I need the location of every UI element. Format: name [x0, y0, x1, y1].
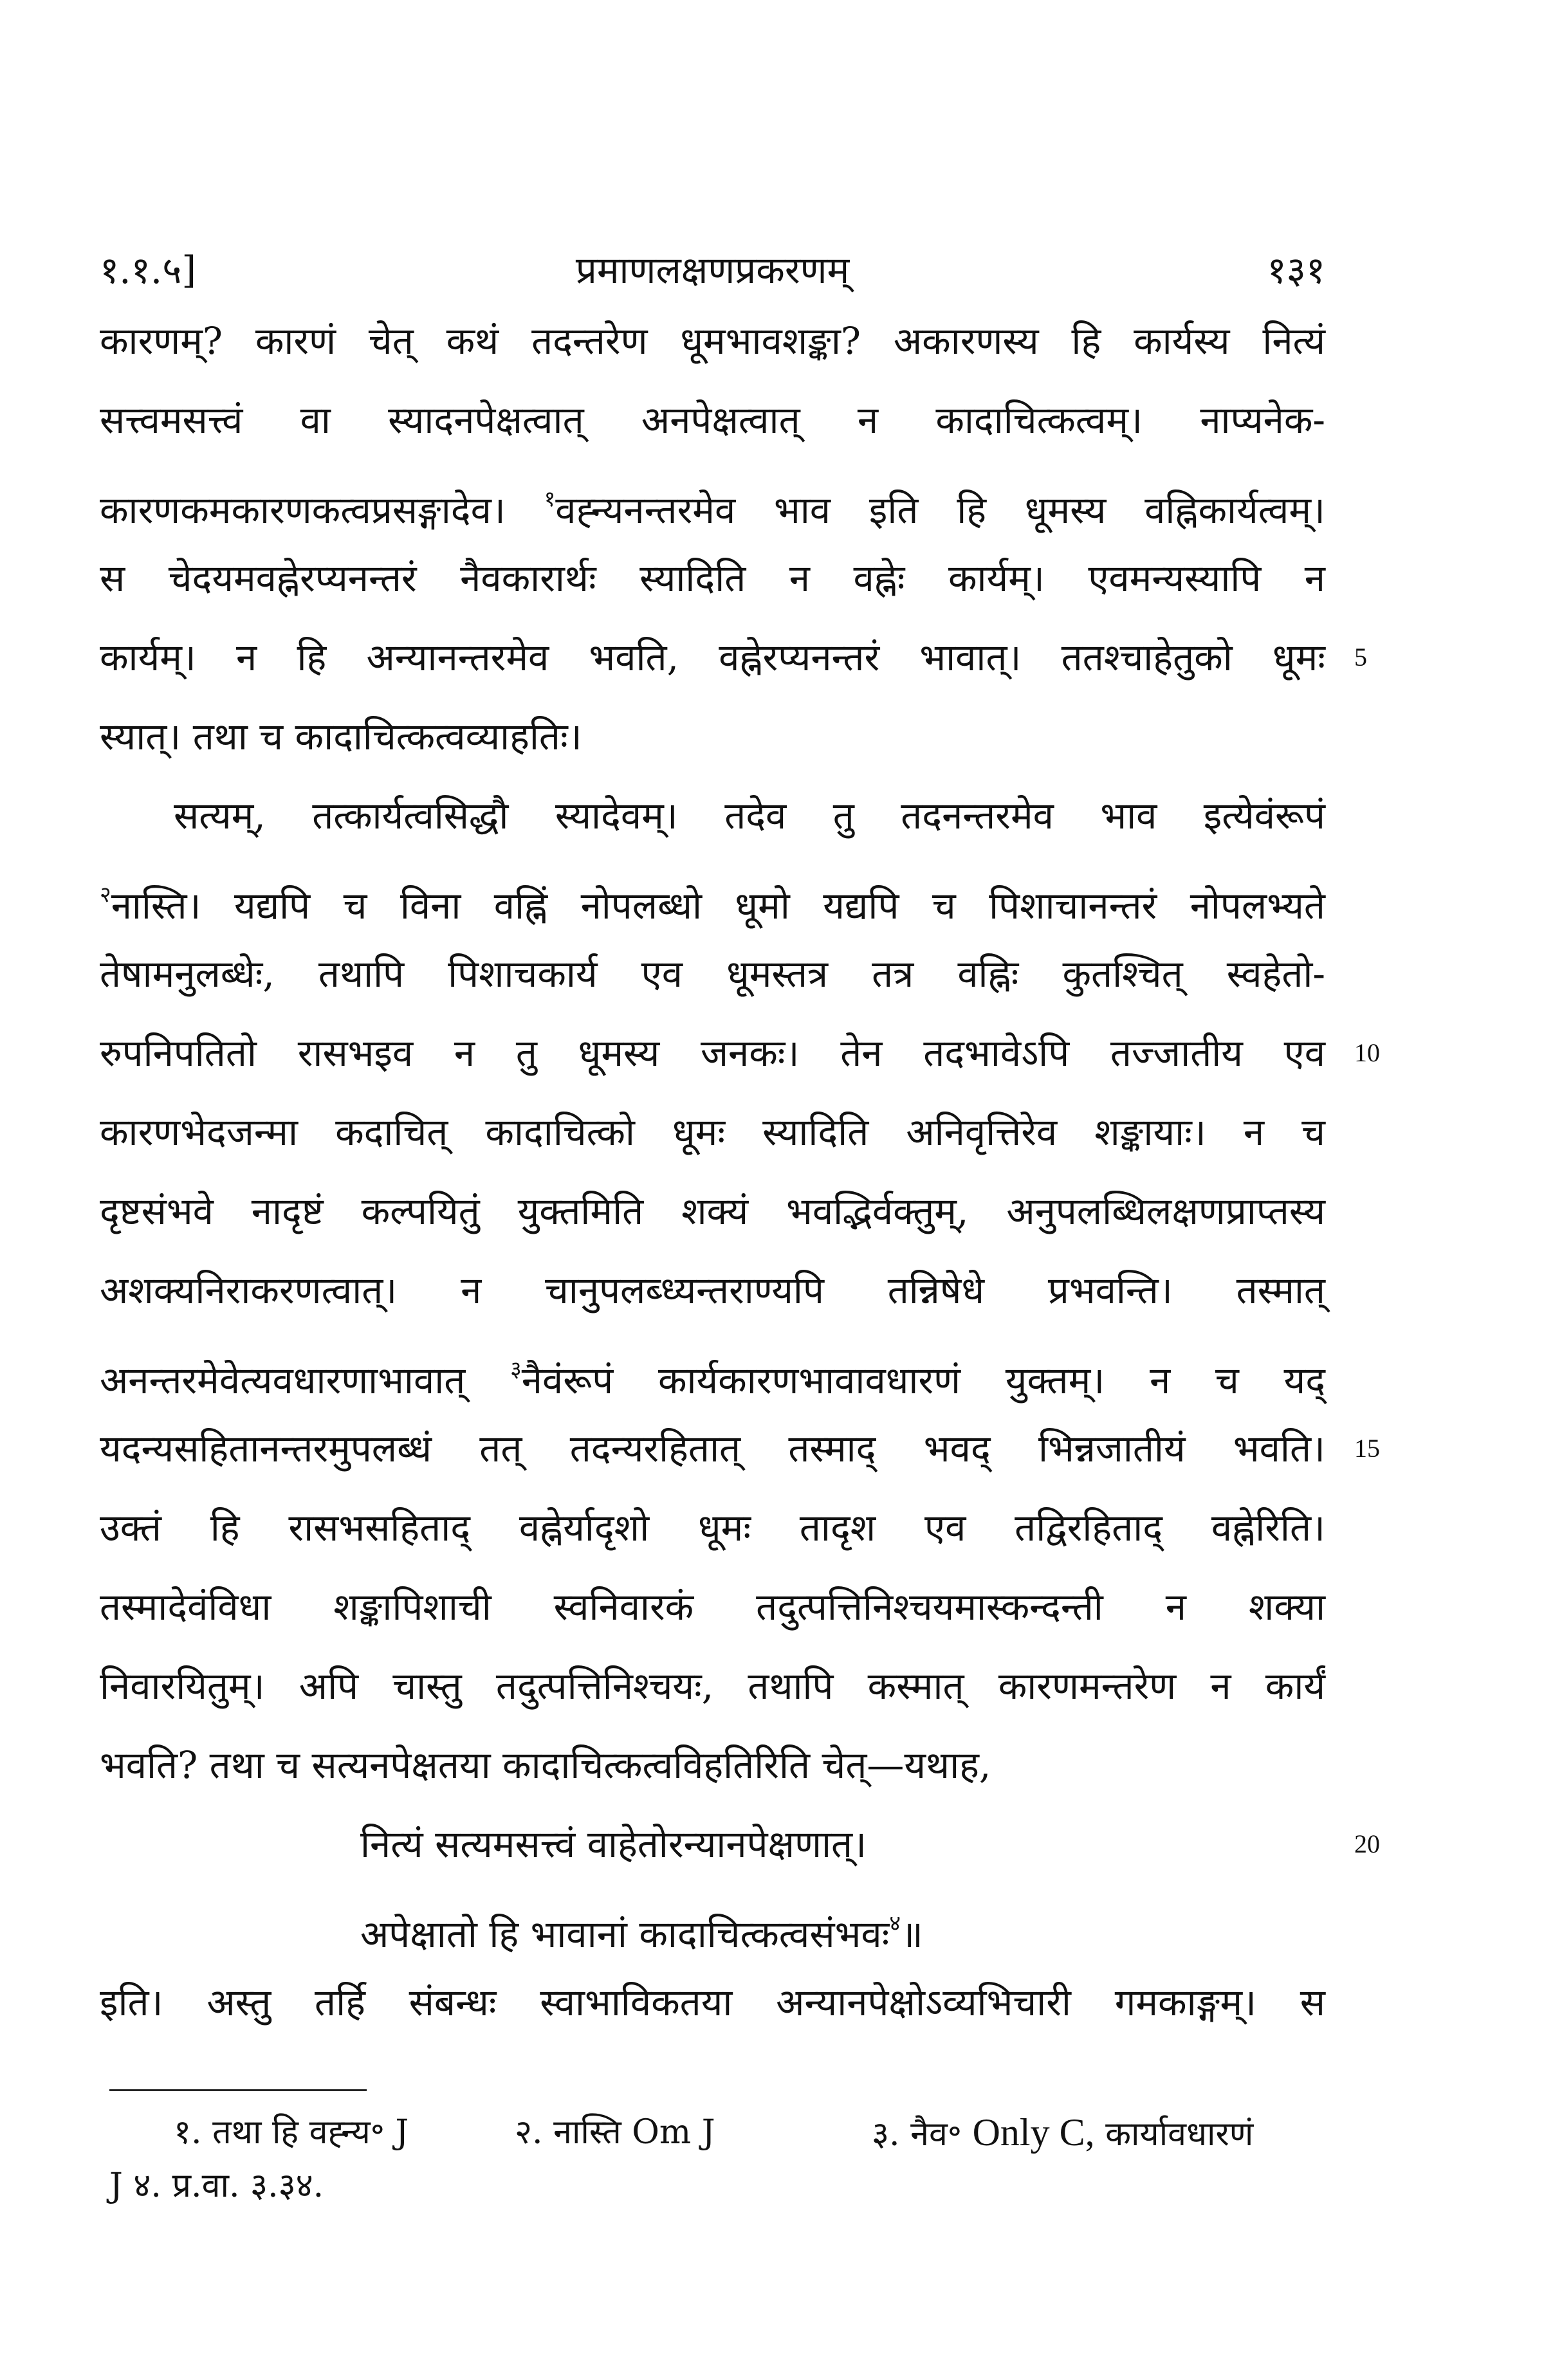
footnote-marker: ३	[510, 1357, 522, 1382]
line-number: 10	[1354, 1038, 1380, 1067]
footnote-marker: २	[100, 882, 111, 908]
text-line: कारणभेदजन्मा कदाचित् कादाचित्को धूमः स्यादिति अनिवृत्तिरेव शङ्कायाः। न च	[100, 1110, 1325, 1154]
text-line: कारणम्? कारणं चेत् कथं तदन्तरेण धूमभावशङ्का? अकारणस्य हि कार्यस्य नित्यं	[100, 319, 1325, 363]
section-number: १.१.५]	[100, 248, 196, 292]
text-line: अशक्यनिराकरणत्वात्। न चानुपलब्ध्यन्तराण्यपि तन्निषेधे प्रभवन्ति। तस्मात्	[100, 1268, 1325, 1312]
text-line: कार्यम्। न हि अन्यानन्तरमेव भवति, वह्नेरप्यनन्तरं भावात्। ततश्चाहेतुको धूमः	[100, 636, 1325, 679]
text-line: दृष्टसंभवे नादृष्टं कल्पयितुं युक्तमिति शक्यं भवद्भिर्वक्तुम्, अनुपलब्धिलक्षणप्राप्तस्य	[100, 1189, 1325, 1233]
verse-line: अपेक्षातो हि भावानां कादाचित्कत्वसंभवः$^४$॥	[360, 1910, 923, 1956]
chapter-title: प्रमाणलक्षणप्रकरणम्	[575, 248, 850, 292]
text-line: इति। अस्तु तर्हि संबन्धः स्वाभाविकतया अन्यानपेक्षोऽव्यभिचारी गमकाङ्गम्। स	[100, 1981, 1325, 2024]
text-line: रुपनिपतितो रासभइव न तु धूमस्य जनकः। तेन तदभावेऽपि तज्जातीय एव	[100, 1031, 1325, 1075]
text-line: सत्यम्, तत्कार्यत्वसिद्धौ स्यादेवम्। तदेव तु तदनन्तरमेव भाव इत्येवंरूपं	[174, 794, 1325, 838]
footnote-4: J ४. प्र.वा. ३.३४.	[109, 2166, 324, 2205]
footnote-1: १. तथा हि वह्न्य॰ J	[174, 2113, 409, 2152]
page-number: १३१	[1267, 248, 1325, 292]
footnote-marker: १	[544, 486, 556, 512]
text-line: कारणकमकारणकत्वप्रसङ्गादेव। $^१$वह्न्यनन्तरमेव भाव इति हि धूमस्य वह्निकार्यत्वम्।	[100, 486, 1325, 532]
text-line: स्यात्। तथा च कादाचित्कत्वव्याहतिः।	[100, 715, 582, 758]
text-line: भवति? तथा च सत्यनपेक्षतया कादाचित्कत्वविहतिरिति चेत्—यथाह,	[100, 1743, 991, 1787]
text-line: तेषामनुलब्धेः, तथापि पिशाचकार्य एव धूमस्तत्र तत्र वह्निः कुतश्चित् स्वहेतो-	[100, 952, 1325, 996]
text-line: यदन्यसहितानन्तरमुपलब्धं तत् तदन्यरहितात् तस्माद् भवद् भिन्नजातीयं भवति।	[100, 1427, 1325, 1470]
running-header	[100, 241, 1325, 299]
text-line: सत्त्वमसत्त्वं वा स्यादनपेक्षत्वात् अनपेक्षत्वात् न कादाचित्कत्वम्। नाप्यनेक-	[100, 398, 1325, 442]
text-line: उक्तं हि रासभसहिताद् वह्नेर्यादृशो धूमः तादृश एव तद्विरहिताद् वह्नेरिति।	[100, 1506, 1325, 1550]
text-line: अनन्तरमेवेत्यवधारणाभावात् $^३$नैवंरूपं कार्यकारणभावावधारणं युक्तम्। न च यद्	[100, 1357, 1325, 1402]
footnote-3: ३. नैव॰ Only C, कार्यावधारणं	[872, 2111, 1254, 2154]
footnote-marker: ४	[889, 1910, 901, 1936]
footnote-2: २. नास्ति Om J	[515, 2113, 715, 2152]
verse-line: नित्यं सत्यमसत्त्वं वाहेतोरन्यानपेक्षणात्।	[360, 1822, 867, 1866]
text-line: $^२$नास्ति। यद्यपि च विना वह्निं नोपलब्धो धूमो यद्यपि च पिशाचानन्तरं नोपलभ्यते	[100, 882, 1325, 928]
text-line: स चेदयमवह्नेरप्यनन्तरं नैवकारार्थः स्यादिति न वह्नेः कार्यम्। एवमन्यस्यापि न	[100, 556, 1325, 600]
line-number: 20	[1354, 1829, 1380, 1858]
line-number: 5	[1354, 643, 1367, 672]
text-line: तस्मादेवंविधा शङ्कापिशाची स्वनिवारकं तदुत्पत्तिनिश्चयमास्कन्दन्ती न शक्या	[100, 1585, 1325, 1629]
text-line: निवारयितुम्। अपि चास्तु तदुत्पत्तिनिश्चयः, तथापि कस्मात् कारणमन्तरेण न कार्यं	[100, 1664, 1325, 1708]
line-number: 15	[1354, 1434, 1380, 1463]
footnote-divider	[109, 2089, 367, 2091]
